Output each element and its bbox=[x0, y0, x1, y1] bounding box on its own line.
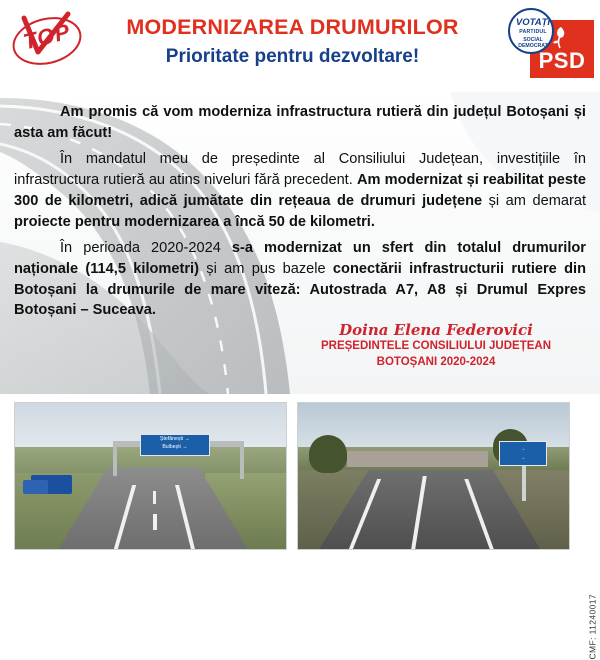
photo2-tree-left bbox=[309, 435, 347, 473]
signature-name: Doina Elena Federovici bbox=[339, 321, 533, 340]
photo1-gantry-post-right bbox=[240, 441, 244, 479]
photo2-sign-post bbox=[522, 466, 526, 501]
p2-run-3: și am demarat bbox=[482, 192, 586, 209]
p1-run-1: Am promis că vom moderniza infrastructura rutieră din județul Botoșani și asta am făcut! bbox=[14, 104, 586, 141]
p2-run-4: proiecte pentru modernizarea a încă 50 de kilometri. bbox=[14, 213, 375, 230]
photo1-dash-1 bbox=[153, 491, 156, 504]
p2-run-1: În mandatul meu de președinte al Consiliului Județean, investițiile în infrastructura rutieră au atins niveluri fără precedent. bbox=[14, 151, 586, 189]
photo1-sign-line-2: Bulbești → bbox=[162, 443, 188, 450]
photo2-direction-sign bbox=[499, 441, 548, 466]
photo1-gantry-post-left bbox=[113, 441, 117, 476]
photo2-sign-line-2: → bbox=[520, 454, 526, 461]
vote-badge bbox=[508, 8, 554, 54]
header-titles bbox=[80, 16, 505, 68]
poster-header bbox=[0, 0, 600, 92]
psd-logo bbox=[508, 8, 594, 82]
paragraph-2 bbox=[14, 149, 586, 232]
photo1-direction-sign bbox=[140, 434, 210, 456]
top-stamp bbox=[8, 10, 86, 76]
stamp-label: TOP bbox=[20, 18, 74, 55]
signature-role-line-1: PREȘEDINTELE CONSILIULUI JUDEȚEAN bbox=[320, 340, 552, 353]
photo2-houses bbox=[347, 451, 488, 467]
poster-body bbox=[0, 92, 600, 394]
poster-title: MODERNIZAREA DRUMURILOR bbox=[126, 15, 459, 39]
p3-run-3: și am pus bazele bbox=[198, 261, 333, 278]
p3-run-4: conectării infrastructurii rutiere din Botoșani la drumurile de mare viteză: Autostrada A7, A8 și Drumul Expres Botoșani – Suceava. bbox=[14, 261, 586, 319]
photo-highway bbox=[14, 402, 287, 550]
psd-wordmark: PSD bbox=[538, 48, 586, 73]
p3-run-1: În perioada 2020-2024 bbox=[60, 240, 232, 257]
paragraph-3 bbox=[14, 238, 586, 321]
body-text bbox=[14, 102, 586, 327]
print-code: CMF: 11240017 bbox=[588, 594, 598, 660]
vote-party-line2: SOCIAL DEMOCRAT bbox=[518, 37, 548, 49]
signature-block bbox=[286, 323, 586, 370]
signature-role-line-2: BOTOȘANI 2020-2024 bbox=[376, 356, 496, 369]
p2-run-2: Am modernizat și reabilitat peste 300 de kilometri, adică jumătate din rețeaua de drumuri județene bbox=[14, 172, 587, 209]
photo1-dash-2 bbox=[153, 514, 157, 530]
photo1-sign-line-1: Ștefănești → bbox=[160, 436, 190, 443]
vote-label: VOTAȚI bbox=[515, 17, 551, 28]
photo-strip bbox=[14, 402, 570, 550]
vote-party-line1: PARTIDUL bbox=[519, 29, 547, 35]
poster-subtitle: Prioritate pentru dezvoltare! bbox=[165, 45, 420, 67]
photo1-truck-cab bbox=[23, 480, 47, 493]
photo-village-road bbox=[297, 402, 570, 550]
photo2-sign-line-1: → bbox=[520, 446, 526, 453]
p3-run-2: s-a modernizat un sfert din totalul drumurilor naționale (114,5 kilometri) bbox=[14, 240, 586, 278]
paragraph-1 bbox=[14, 102, 586, 143]
